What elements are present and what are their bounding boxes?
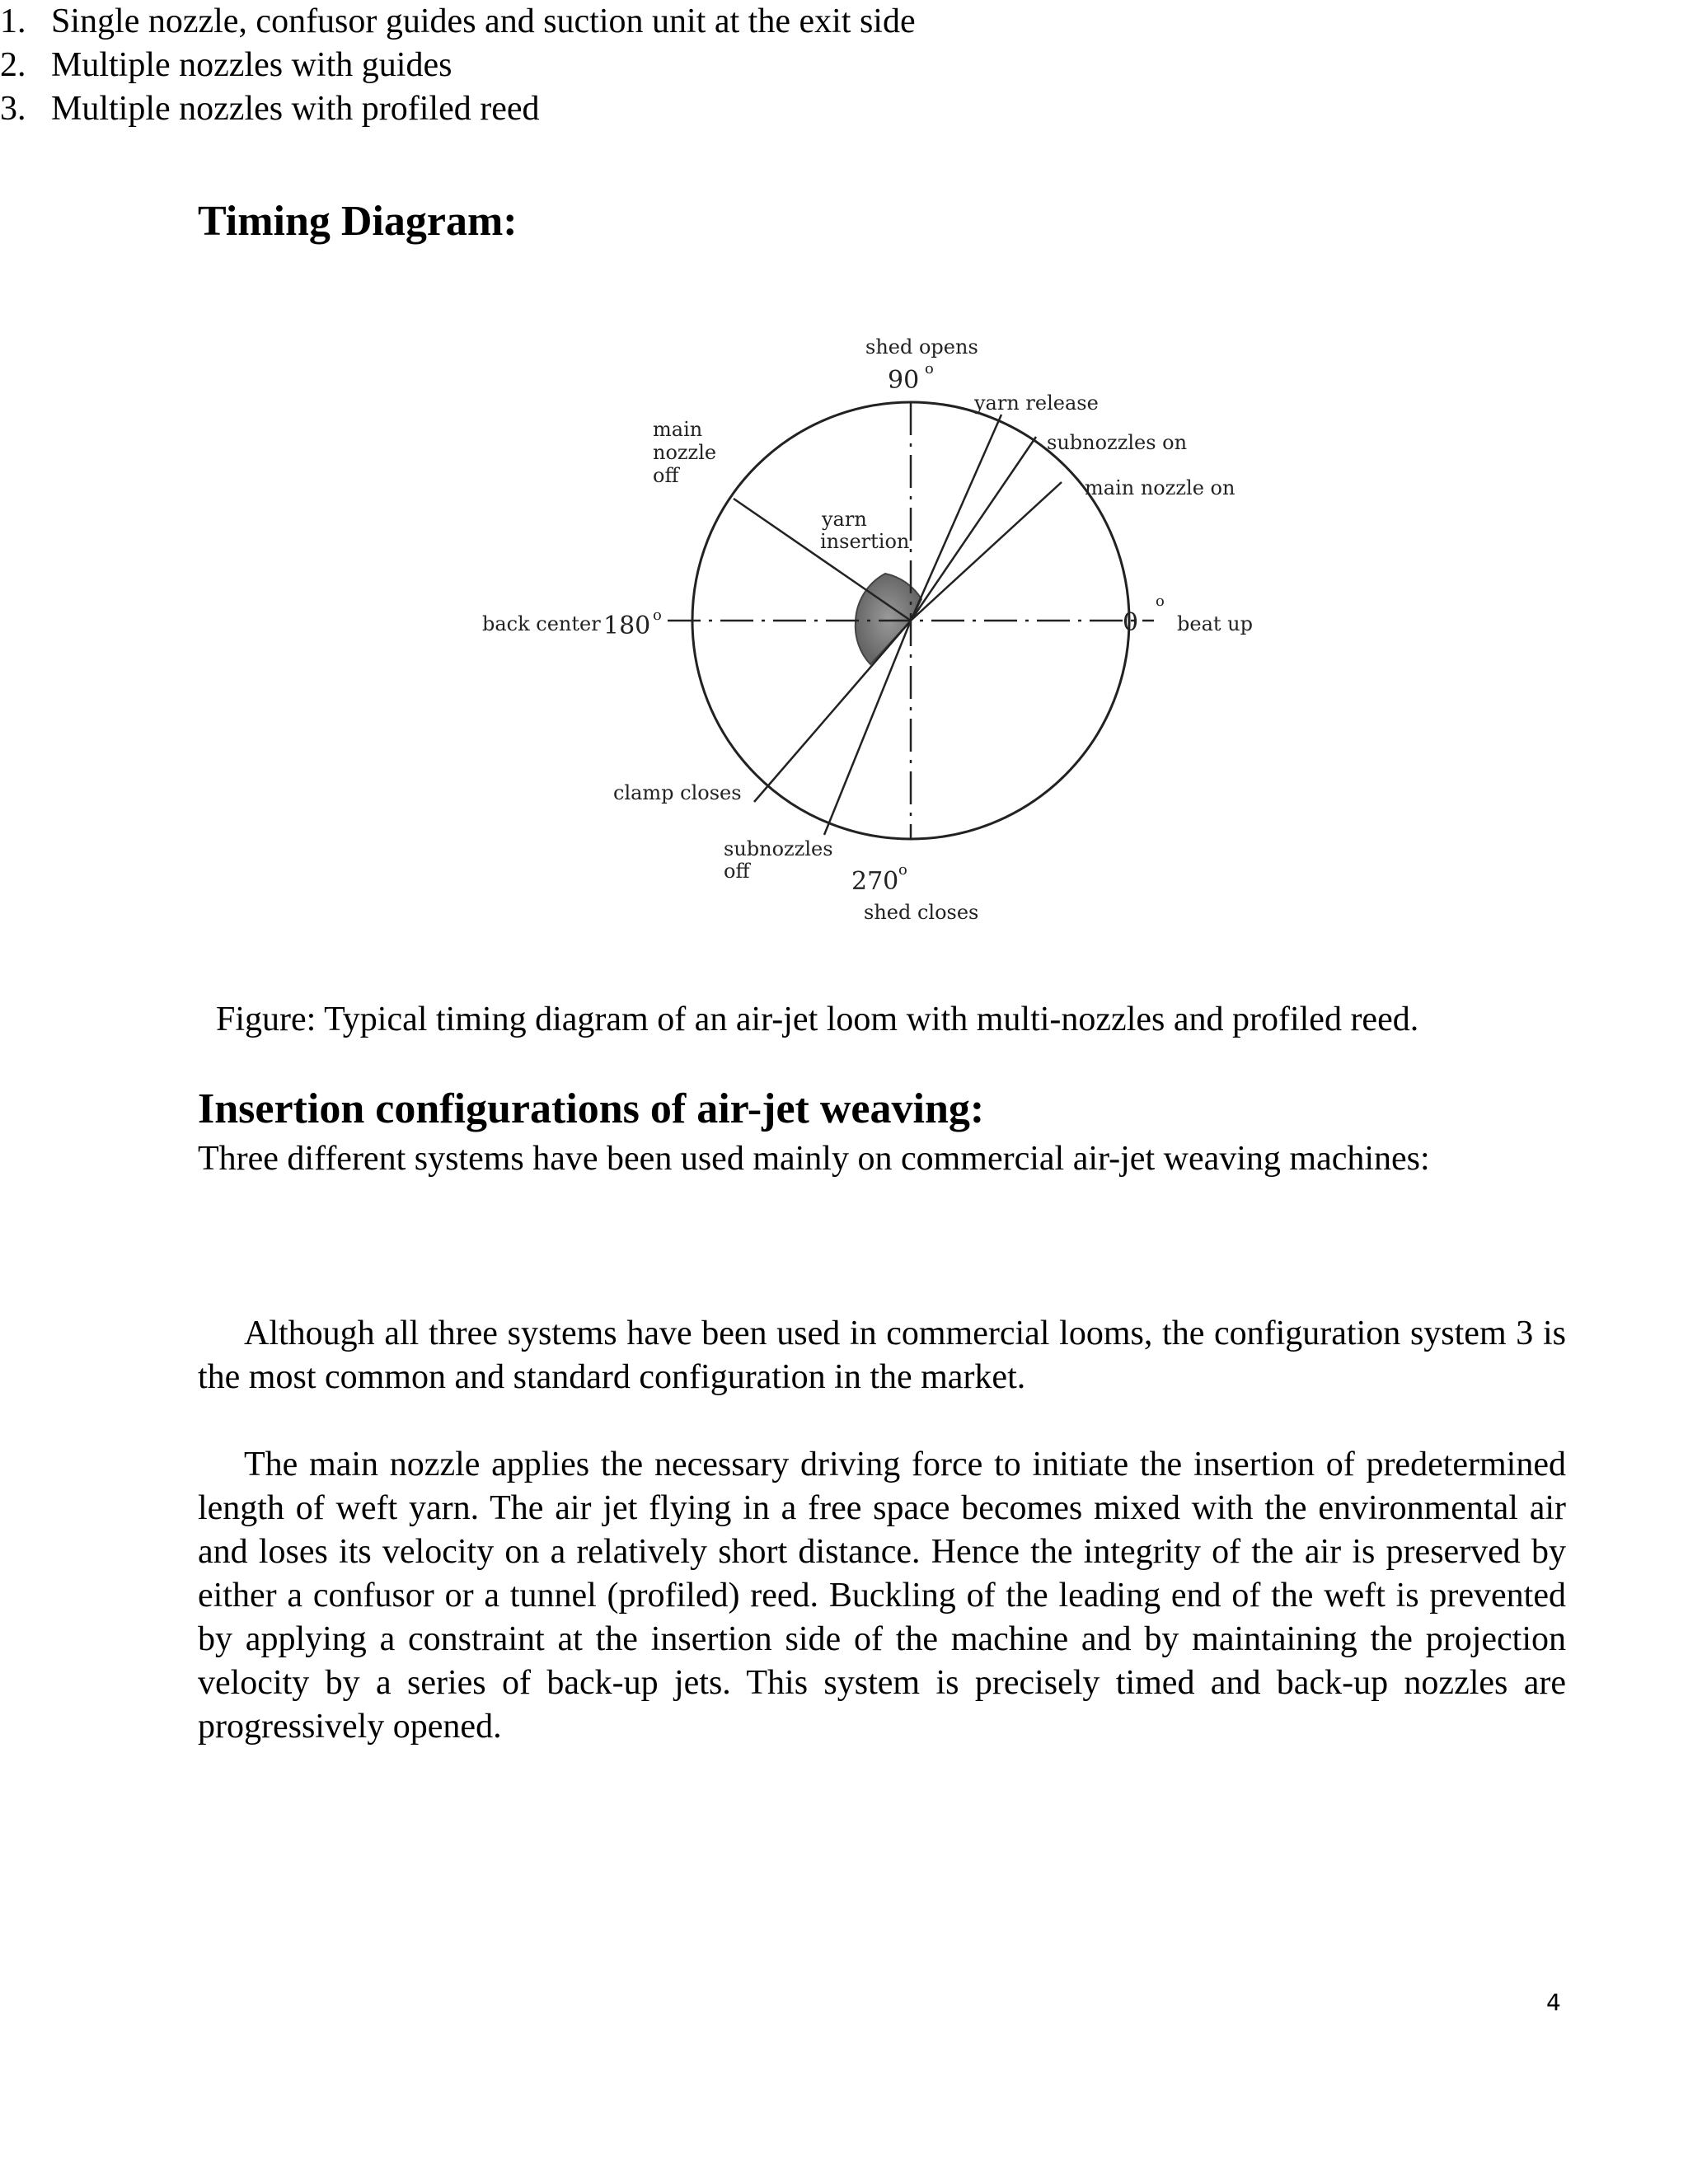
timing-diagram (462, 326, 1269, 935)
label-beat-up: beat up (1177, 612, 1253, 635)
clamp-closes-line (754, 621, 911, 802)
label-back-center: back center (482, 612, 601, 635)
label-yarn-insertion-line1: yarn (822, 508, 867, 531)
label-90-degrees: 90 (888, 366, 920, 395)
subnozzles-on-line (911, 437, 1036, 621)
list-text: Single nozzle, confusor guides and suction unit at the exit side (51, 2, 916, 40)
label-clamp-closes: clamp closes (613, 781, 742, 804)
page-number: 4 (1546, 1989, 1561, 2016)
list-item (0, 44, 1236, 87)
degree-mark-270: o (898, 861, 907, 879)
label-0-degrees: 0 (1123, 608, 1139, 637)
label-subnozzles-on: subnozzles on (1047, 431, 1188, 454)
label-main-nozzle-off-line1: main (653, 418, 703, 441)
paragraph-configuration-summary: Although all three systems have been used in commercial looms, the configuration system 3 is the most common and standard configuration in the market. (198, 1315, 1566, 1396)
degree-mark-180: o (653, 607, 662, 624)
heading-timing-diagram: Timing Diagram: (198, 198, 518, 245)
list-text: Multiple nozzles with guides (51, 46, 452, 84)
label-main-nozzle-off-line3: off (653, 464, 679, 487)
label-yarn-release: yarn release (974, 391, 1099, 415)
list-item (0, 0, 1236, 44)
degree-mark-90: o (925, 360, 934, 377)
label-yarn-insertion-line2: insertion (820, 530, 910, 553)
intro-text: Three different systems have been used mainly on commercial air-jet weaving machines: (198, 1140, 1430, 1178)
heading-insertion-configurations: Insertion configurations of air-jet weaving: (198, 1085, 985, 1132)
main-nozzle-on-line (911, 482, 1062, 621)
label-main-nozzle-off-line2: nozzle (653, 441, 717, 464)
label-main-nozzle-on: main nozzle on (1085, 476, 1236, 499)
list-number: 1. (0, 2, 26, 40)
configuration-list (0, 0, 1236, 131)
label-subnozzles-off-line2: off (724, 860, 750, 883)
label-shed-opens: shed opens (865, 335, 978, 359)
degree-mark-0: o (1156, 593, 1165, 610)
list-number: 2. (0, 46, 26, 84)
figure-caption: Figure: Typical timing diagram of an air-jet loom with multi-nozzles and profiled reed. (216, 1001, 1419, 1038)
label-180-degrees: 180 (603, 612, 651, 640)
list-item (0, 87, 1236, 131)
label-subnozzles-off-line1: subnozzles (724, 837, 833, 860)
paragraph-main-nozzle: The main nozzle applies the necessary driving force to initiate the insertion of predetermined length of weft yarn. The air jet flying in a free space becomes mixed with the environmental air and loses its velocity on a relatively short distance. Hence the integrity of the air is preserved by either a confusor or a tunnel (profiled) reed. Buckling of the leading end of the weft is prevented by applying a constraint at the insertion side of the machine and by maintaining the projection velocity by a series of back-up jets. This system is precisely timed and back-up nozzles are progressively opened. (198, 1446, 1566, 1746)
list-text: Multiple nozzles with profiled reed (51, 90, 540, 128)
label-270-degrees: 270 (851, 867, 899, 896)
label-shed-closes: shed closes (864, 901, 979, 924)
yarn-release-line (911, 415, 1001, 621)
list-number: 3. (0, 90, 26, 128)
